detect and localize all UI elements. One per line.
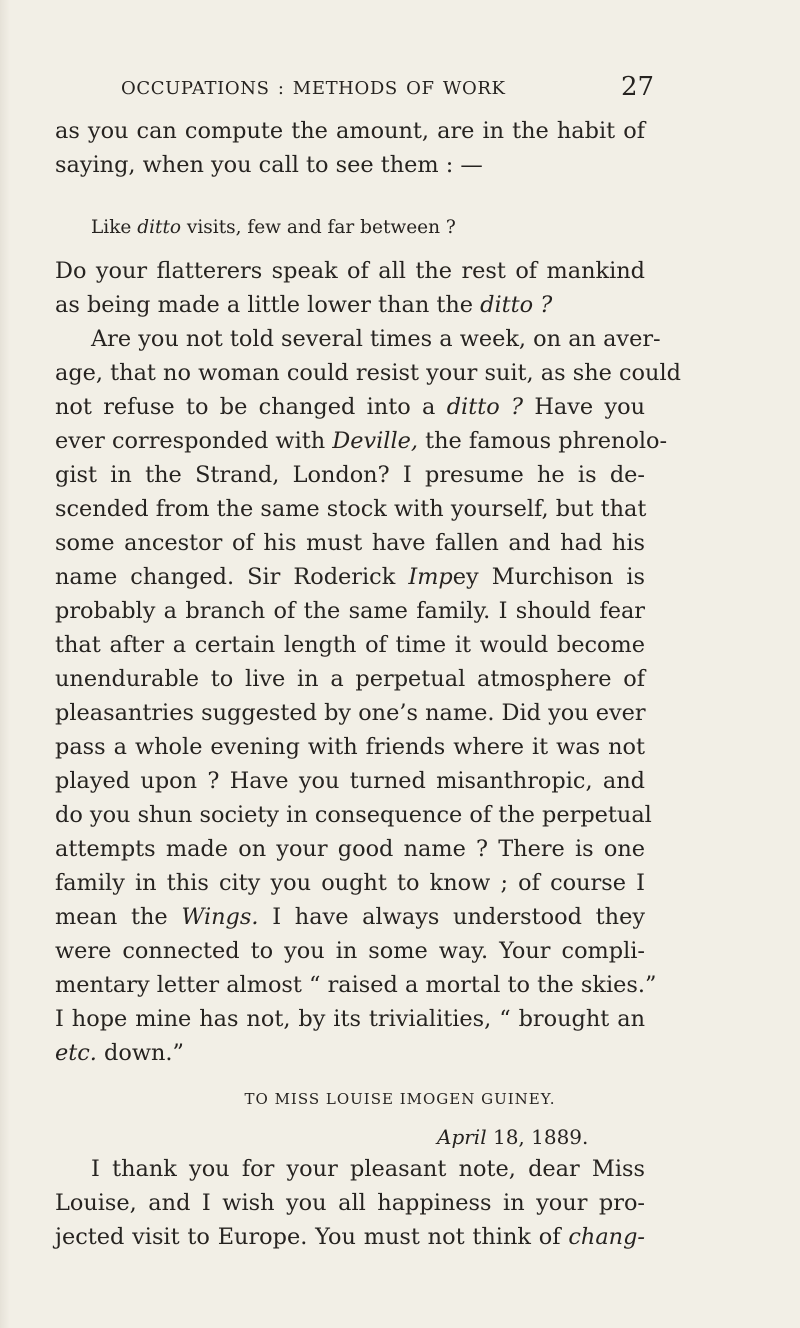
italic-word: etc.	[55, 1040, 97, 1066]
text-line: as you can compute the amount, are in the habit of	[55, 118, 645, 144]
text-line: some ancestor of his must have fallen and had his	[55, 530, 645, 556]
date-day-year: 18, 1889.	[486, 1125, 589, 1149]
text-segment: ey Murchison is	[452, 564, 645, 590]
text-segment: the famous phrenolo-	[418, 428, 668, 454]
verse-text: Like	[91, 217, 138, 238]
text-line: do you shun society in consequence of the perpetual	[55, 802, 652, 828]
text-line: that after a certain length of time it would become	[55, 632, 645, 658]
text-line: age, that no woman could resist your suit, as she could	[55, 360, 681, 386]
italic-word: Imp	[408, 564, 453, 590]
text-line: gist in the Strand, London? I presume he is de-	[55, 462, 645, 488]
italic-word: ditto ?	[446, 394, 524, 420]
text-line: scended from the same stock with yourself, but that	[55, 496, 647, 522]
text-line: Do your flatterers speak of all the rest of mankind	[55, 258, 645, 284]
text-line: Are you not told several times a week, on an aver-	[91, 326, 661, 352]
text-segment: not refuse to be changed into a	[55, 394, 447, 420]
text-segment: down.”	[96, 1040, 184, 1066]
text-line	[55, 900, 645, 934]
page-number: 27	[621, 72, 655, 102]
text-line: played upon ? Have you turned misanthropic, and	[55, 768, 645, 794]
text-line: were connected to you in some way. Your compli-	[55, 938, 645, 964]
text-segment: name changed. Sir Roderick	[55, 564, 409, 590]
italic-word: Deville,	[332, 428, 418, 454]
text-segment: as being made a little lower than the	[55, 292, 481, 318]
letter-heading: TO MISS LOUISE IMOGEN GUINEY.	[244, 1090, 556, 1108]
text-line: I thank you for your pleasant note, dear Miss	[91, 1156, 645, 1182]
text-line: I hope mine has not, by its trivialities, “ brought an	[55, 1006, 645, 1032]
verse-text: visits, few and far between ?	[181, 217, 456, 238]
italic-word: chang-	[568, 1224, 645, 1250]
text-segment: mean the	[55, 904, 182, 930]
text-segment: ever corresponded with	[55, 428, 333, 454]
text-line: Louise, and I wish you all happiness in your pro-	[55, 1190, 645, 1216]
italic-word: ditto ?	[480, 292, 553, 318]
running-head: OCCUPATIONS : METHODS OF WORK	[121, 78, 506, 99]
text-line	[55, 1220, 645, 1254]
text-line: attempts made on your good name ? There is one	[55, 836, 645, 862]
text-line: saying, when you call to see them : —	[55, 152, 483, 178]
text-line: unendurable to live in a perpetual atmosphere of	[55, 666, 645, 692]
verse-italic: ditto	[137, 217, 182, 238]
date-month: April	[437, 1125, 487, 1149]
italic-word: Wings.	[181, 904, 259, 930]
text-line	[55, 288, 645, 322]
text-line: family in this city you ought to know ; of course I	[55, 870, 645, 896]
text-line: probably a branch of the same family. I should fear	[55, 598, 645, 624]
page-edge-shadow	[0, 0, 10, 1328]
text-segment: jected visit to Europe. You must not think of	[55, 1224, 569, 1250]
letter-dateline	[437, 1125, 588, 1149]
text-line: mentary letter almost “ raised a mortal to the skies.”	[55, 972, 657, 998]
page-header	[0, 72, 800, 108]
text-line: pass a whole evening with friends where it was not	[55, 734, 645, 760]
text-line	[55, 1036, 645, 1070]
text-segment: I have always understood they	[258, 904, 646, 930]
verse-quotation	[91, 217, 456, 238]
text-line: pleasantries suggested by one’s name. Did you ever	[55, 700, 646, 726]
text-segment: Have you	[523, 394, 646, 420]
text-line	[55, 424, 668, 458]
text-line	[55, 560, 645, 594]
text-line	[55, 390, 645, 424]
